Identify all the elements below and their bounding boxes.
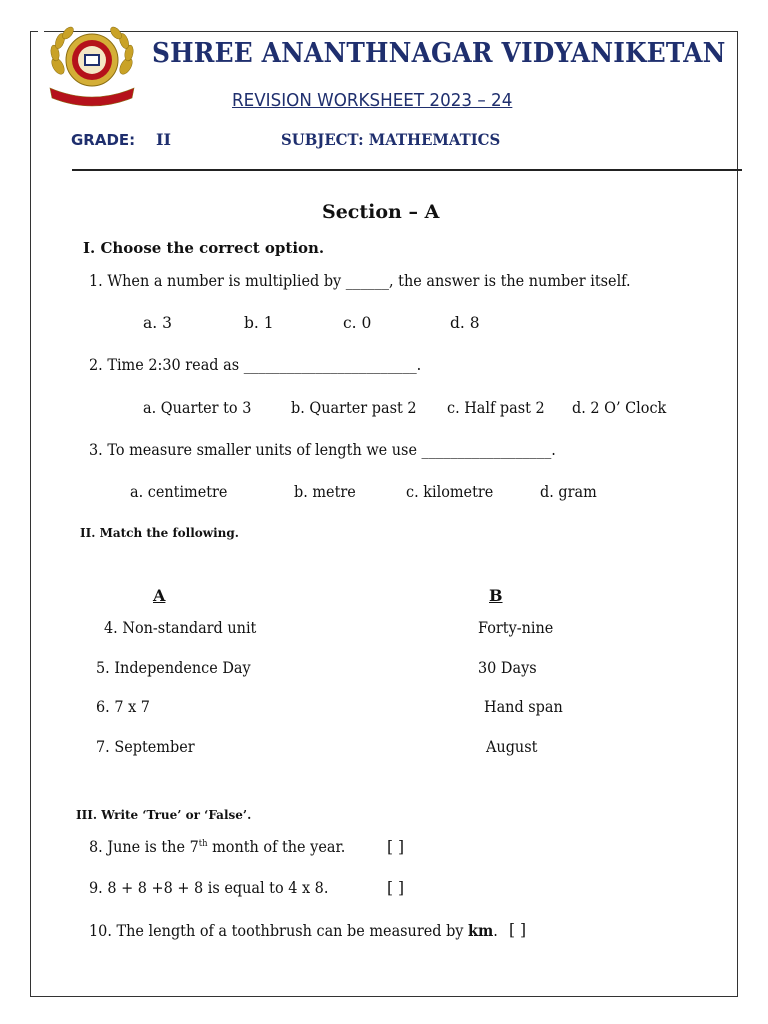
item-10-text-end: . — [493, 922, 498, 940]
item-10-bold-unit: km — [468, 921, 494, 940]
part-3-heading: III. Write ‘True’ or ‘False’. — [76, 808, 252, 822]
q2-option-c: c. Half past 2 — [447, 399, 545, 417]
answer-bracket-10[interactable]: [ ] — [509, 921, 527, 939]
q1-option-d: d. 8 — [450, 314, 480, 332]
match-item-b-1: Forty-nine — [478, 619, 554, 637]
q2-option-a: a. Quarter to 3 — [143, 399, 252, 417]
match-item-a-7: 7. September — [96, 738, 195, 756]
section-title: Section – A — [322, 201, 440, 223]
header-divider — [72, 169, 742, 171]
question-1: 1. When a number is multiplied by ______, the answer is the number itself. — [89, 272, 631, 290]
true-false-item-10 — [89, 921, 498, 940]
true-false-item-8 — [89, 838, 345, 856]
match-item-a-4: 4. Non-standard unit — [104, 619, 257, 637]
page-border-right — [737, 31, 738, 997]
question-3: 3. To measure smaller units of length we use __________________. — [89, 441, 556, 459]
item-8-text: 8. June is the 7 — [89, 838, 199, 856]
q1-option-b: b. 1 — [244, 314, 274, 332]
q3-option-a: a. centimetre — [130, 483, 228, 501]
answer-bracket-8[interactable]: [ ] — [387, 838, 405, 856]
part-2-heading: II. Match the following. — [80, 526, 239, 540]
item-8-text-end: month of the year. — [207, 838, 346, 856]
item-10-text: 10. The length of a toothbrush can be measured by — [89, 922, 469, 940]
true-false-item-9: 9. 8 + 8 +8 + 8 is equal to 4 x 8. — [89, 879, 329, 897]
question-2: 2. Time 2:30 read as ________________________. — [89, 356, 422, 374]
match-item-a-5: 5. Independence Day — [96, 659, 251, 677]
page-border-left — [30, 31, 31, 997]
q3-option-c: c. kilometre — [406, 483, 494, 501]
school-name: SHREE ANANTHNAGAR VIDYANIKETAN — [152, 38, 726, 69]
grade-label: GRADE: — [71, 131, 136, 149]
q1-option-c: c. 0 — [343, 314, 372, 332]
item-8-superscript: th — [198, 838, 208, 849]
q1-option-a: a. 3 — [143, 314, 172, 332]
match-item-b-2: 30 Days — [478, 659, 537, 677]
school-logo — [46, 26, 138, 110]
grade-value: II — [156, 130, 171, 149]
page-border-top — [44, 31, 738, 32]
page-border-bottom — [30, 996, 738, 997]
worksheet-title: REVISION WORKSHEET 2023 – 24 — [232, 90, 513, 111]
q3-option-d: d. gram — [540, 483, 597, 501]
match-item-b-3: Hand span — [484, 698, 563, 716]
part-1-heading: I. Choose the correct option. — [83, 239, 325, 257]
answer-bracket-9[interactable]: [ ] — [387, 879, 405, 897]
column-b-heading: B — [489, 586, 503, 605]
q2-option-b: b. Quarter past 2 — [291, 399, 417, 417]
page-border-corner — [30, 31, 38, 32]
q2-option-d: d. 2 O’ Clock — [572, 399, 667, 417]
match-item-b-4: August — [486, 738, 538, 756]
subject-label: SUBJECT: MATHEMATICS — [281, 130, 501, 149]
column-a-heading: A — [153, 586, 166, 605]
q3-option-b: b. metre — [294, 483, 356, 501]
match-item-a-6: 6. 7 x 7 — [96, 698, 150, 716]
